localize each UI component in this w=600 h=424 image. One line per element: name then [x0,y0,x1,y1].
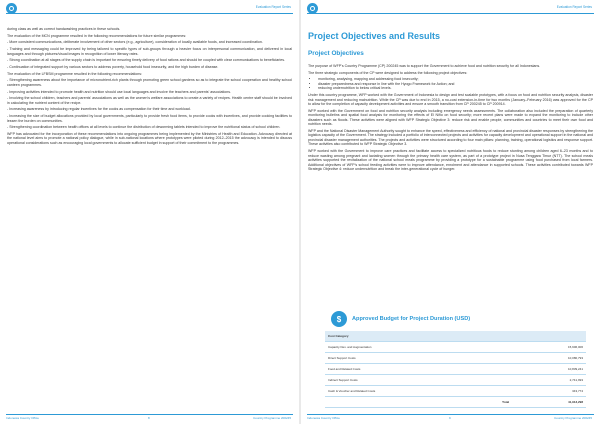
page-number: 9 [449,416,451,420]
paragraph: Under this country programme, WFP worked with the Government of Indonesia to design and test scalable prototypes, with a focus on food and nutrition security analysis, disaster risk management and reducing malnutrition. While the CP was due to end in 2015, a no-cost extension-in-time for two months (January–February 2016) was approved for the CP to allow for the completion of capacity development activities and ensure a smooth transition from CP 200245 to CP 200914. [308,93,593,107]
table-row [325,353,586,364]
list-item: • disaster preparedness and response in line with the Hyogo Framework for Action; and [318,82,593,87]
cost-category: Capacity Dev. and Augmentation [325,342,512,353]
total-label: Total [325,397,512,408]
paragraph: The evaluation of the MCN programme resulted in the following recommendations for future similar programmes: [7,33,187,38]
header-divider [307,13,594,14]
list-item: • monitoring, analysing, mapping and addressing food insecurity; [318,77,593,82]
paragraph: - Improving activities intended to promote health and nutrition should use local languages and involve the teachers and parents' associations. [7,89,232,94]
footer-divider [307,414,594,415]
total-amount: 41,913,298 [512,397,586,408]
paragraph: - More consistent communications, deliberate involvement of other sectors (e.g., agriculture), consideration of locally available foods, and increased coordination. [7,40,263,45]
paragraph: - Strong coordination at all stages of the supply chain is important for ensuring timely delivery of food rations and should be coupled with clear communications to beneficiaries. [7,58,286,63]
page-title: Project Objectives and Results [308,31,441,41]
footer-programme: Country Programme 200245 [253,416,291,420]
footer-office: Indonesia Country Office [307,416,340,420]
paragraph: - Involving the school children, teachers and parents' associations as well as the women's welfare associations to create a variety of recipes. Health centre staff should be involved in calculating the nutrient content of the recipe. [7,96,292,105]
table-header-row [325,331,586,342]
list-item: • reducing undernutrition to below critical levels. [318,86,593,91]
table-row [325,386,586,397]
cost-amount: 343,774 [512,386,586,397]
objectives-list [308,77,593,91]
cost-amount: 10,839,241 [512,364,586,375]
footer-office: Indonesia Country Office [6,416,39,420]
left-page [0,0,299,424]
paragraph: WFP worked with the Government on food and nutrition security analysis including emergency needs assessments. The collaboration also included the preparation of quarterly monitoring bulletins and spatial food analysis for monitoring the effects of El Niño on food security; more recent plans were made to expand the monitoring to include other disasters such as floods. These activities were aligned with WFP Strategic Objective 3: reduce risk and enable people, communities and countries to meet their own food and nutrition needs. [308,108,593,127]
right-page [301,0,600,424]
paragraph: - Strengthening coordination between health offices at all levels to continue the distribution of deworming tablets intended to improve the nutritional status of school children. [7,125,281,130]
paragraph: The evaluation of the LFBSM programme resulted in the following recommendations: [7,71,143,76]
cost-amount: 2,741,993 [512,375,586,386]
table-total-row [325,397,586,408]
footer-programme: Country Programme 200245 [554,416,592,420]
table-header-cell [512,331,586,342]
cost-category: Cash & Voucher and Related Costs [325,386,512,397]
paragraph: The purpose of WFP's Country Programme (CP) 200245 was to support the Government to achieve food and nutrition security for all Indonesians. [308,64,541,68]
cost-amount: 15,906,006 [512,342,586,353]
header-series-title: Evaluation Report Series [556,5,592,9]
cost-amount: 10,080,793 [512,353,586,364]
table-row [325,342,586,353]
paragraph: WFP worked with the Government to improve care practices and facilitate access to specialized nutritious foods to reduce stunting among children aged 6–23 months and to reduce wasting among pregnant and lactating women through the primary health care system, as part of a prototype project in Nusa Tenggara Timur (NTT). The school meals activities supported the revitalization of the national school meals programme by providing a prototype for a sustainable programme using food purchased from local farmers. Additional objectives of WFP's school feeding activities were to improve attendance, enrolment and attendance in supported schools. These activities contributed towards WFP Strategic Objective 4: reduce undernutrition and break the inter-generational cycle of hunger. [308,149,593,172]
right-body-text [308,64,593,174]
header-series-title: Evaluation Report Series [255,5,291,9]
budget-table [325,331,586,408]
section-heading: Project Objectives [308,50,364,57]
table-header-cell: Cost Category [325,331,512,342]
paragraph: - Increasing awareness by introducing regular incentives for the cooks as compensation for their time and workload. [7,107,191,112]
paragraph: The three strategic components of the CP were designed to address the following project objectives: [308,70,468,75]
money-bag-icon: $ [331,311,347,327]
cost-category: Food and Related Costs [325,364,512,375]
budget-title: Approved Budget for Project Duration (USD) [352,316,471,322]
page-number: 8 [148,416,150,420]
left-body-text [7,27,292,148]
paragraph: - Continuation of integrated support by various sectors to address poverty, household food insecurity, and the high burden of disease. [7,64,219,69]
header-divider [6,13,293,14]
budget-heading [331,311,470,327]
footer-divider [6,414,293,415]
paragraph: - Training and messaging could be improved by being tailored to specific types of sub-groups through a heavier focus on interpersonal communication, and delivered in local languages and through pictures/visual images in recognition of lower literacy rates. [7,47,292,56]
paragraph: during class as well as correct handwashing practices in these schools. [7,27,121,31]
paragraph: - Increasing the size of budget allocations provided by local governments, particularly to provide fresh food items, to provide cooks with incentives, and provide cooking facilities to lessen the burden on communities. [7,114,292,123]
paragraph: WFP has advocated for the incorporation of these recommendations into ongoing programmes being implemented by the Ministries of Health and Education. Advocacy directed at the national level aims to promote a national policy dialogue, while in sub-national locations where prototypes were piloted during 2012–2015 the advocacy is intended to discuss operational considerations such as encouraging local governments to allocate sufficient budget in support of their commitment to the programmes. [7,131,292,145]
paragraph: - Strengthening awareness about the importance of micronutrient-rich plants through promoting green school gardens so as to integrate the school cooperation and healthy school canteen programmes. [7,78,292,87]
paragraph: WFP and the National Disaster Management Authority sought to enhance the speed, effectiveness and efficiency of national and provincial disaster responses by strengthening the logistics capacity of the Government. The strategy included a portfolio of interconnected projects and activities for capacity development and operational support in the national and provincial disaster management authorities. The projects and activities were structured according to four main pillars: planning, training, operational logistics and response support. These activities also contributed to WFP Strategic Objective 3. [308,128,593,147]
table-row [325,364,586,375]
cost-category: Indirect Support Costs [325,375,512,386]
cost-category: Direct Support Costs [325,353,512,364]
table-row [325,375,586,386]
